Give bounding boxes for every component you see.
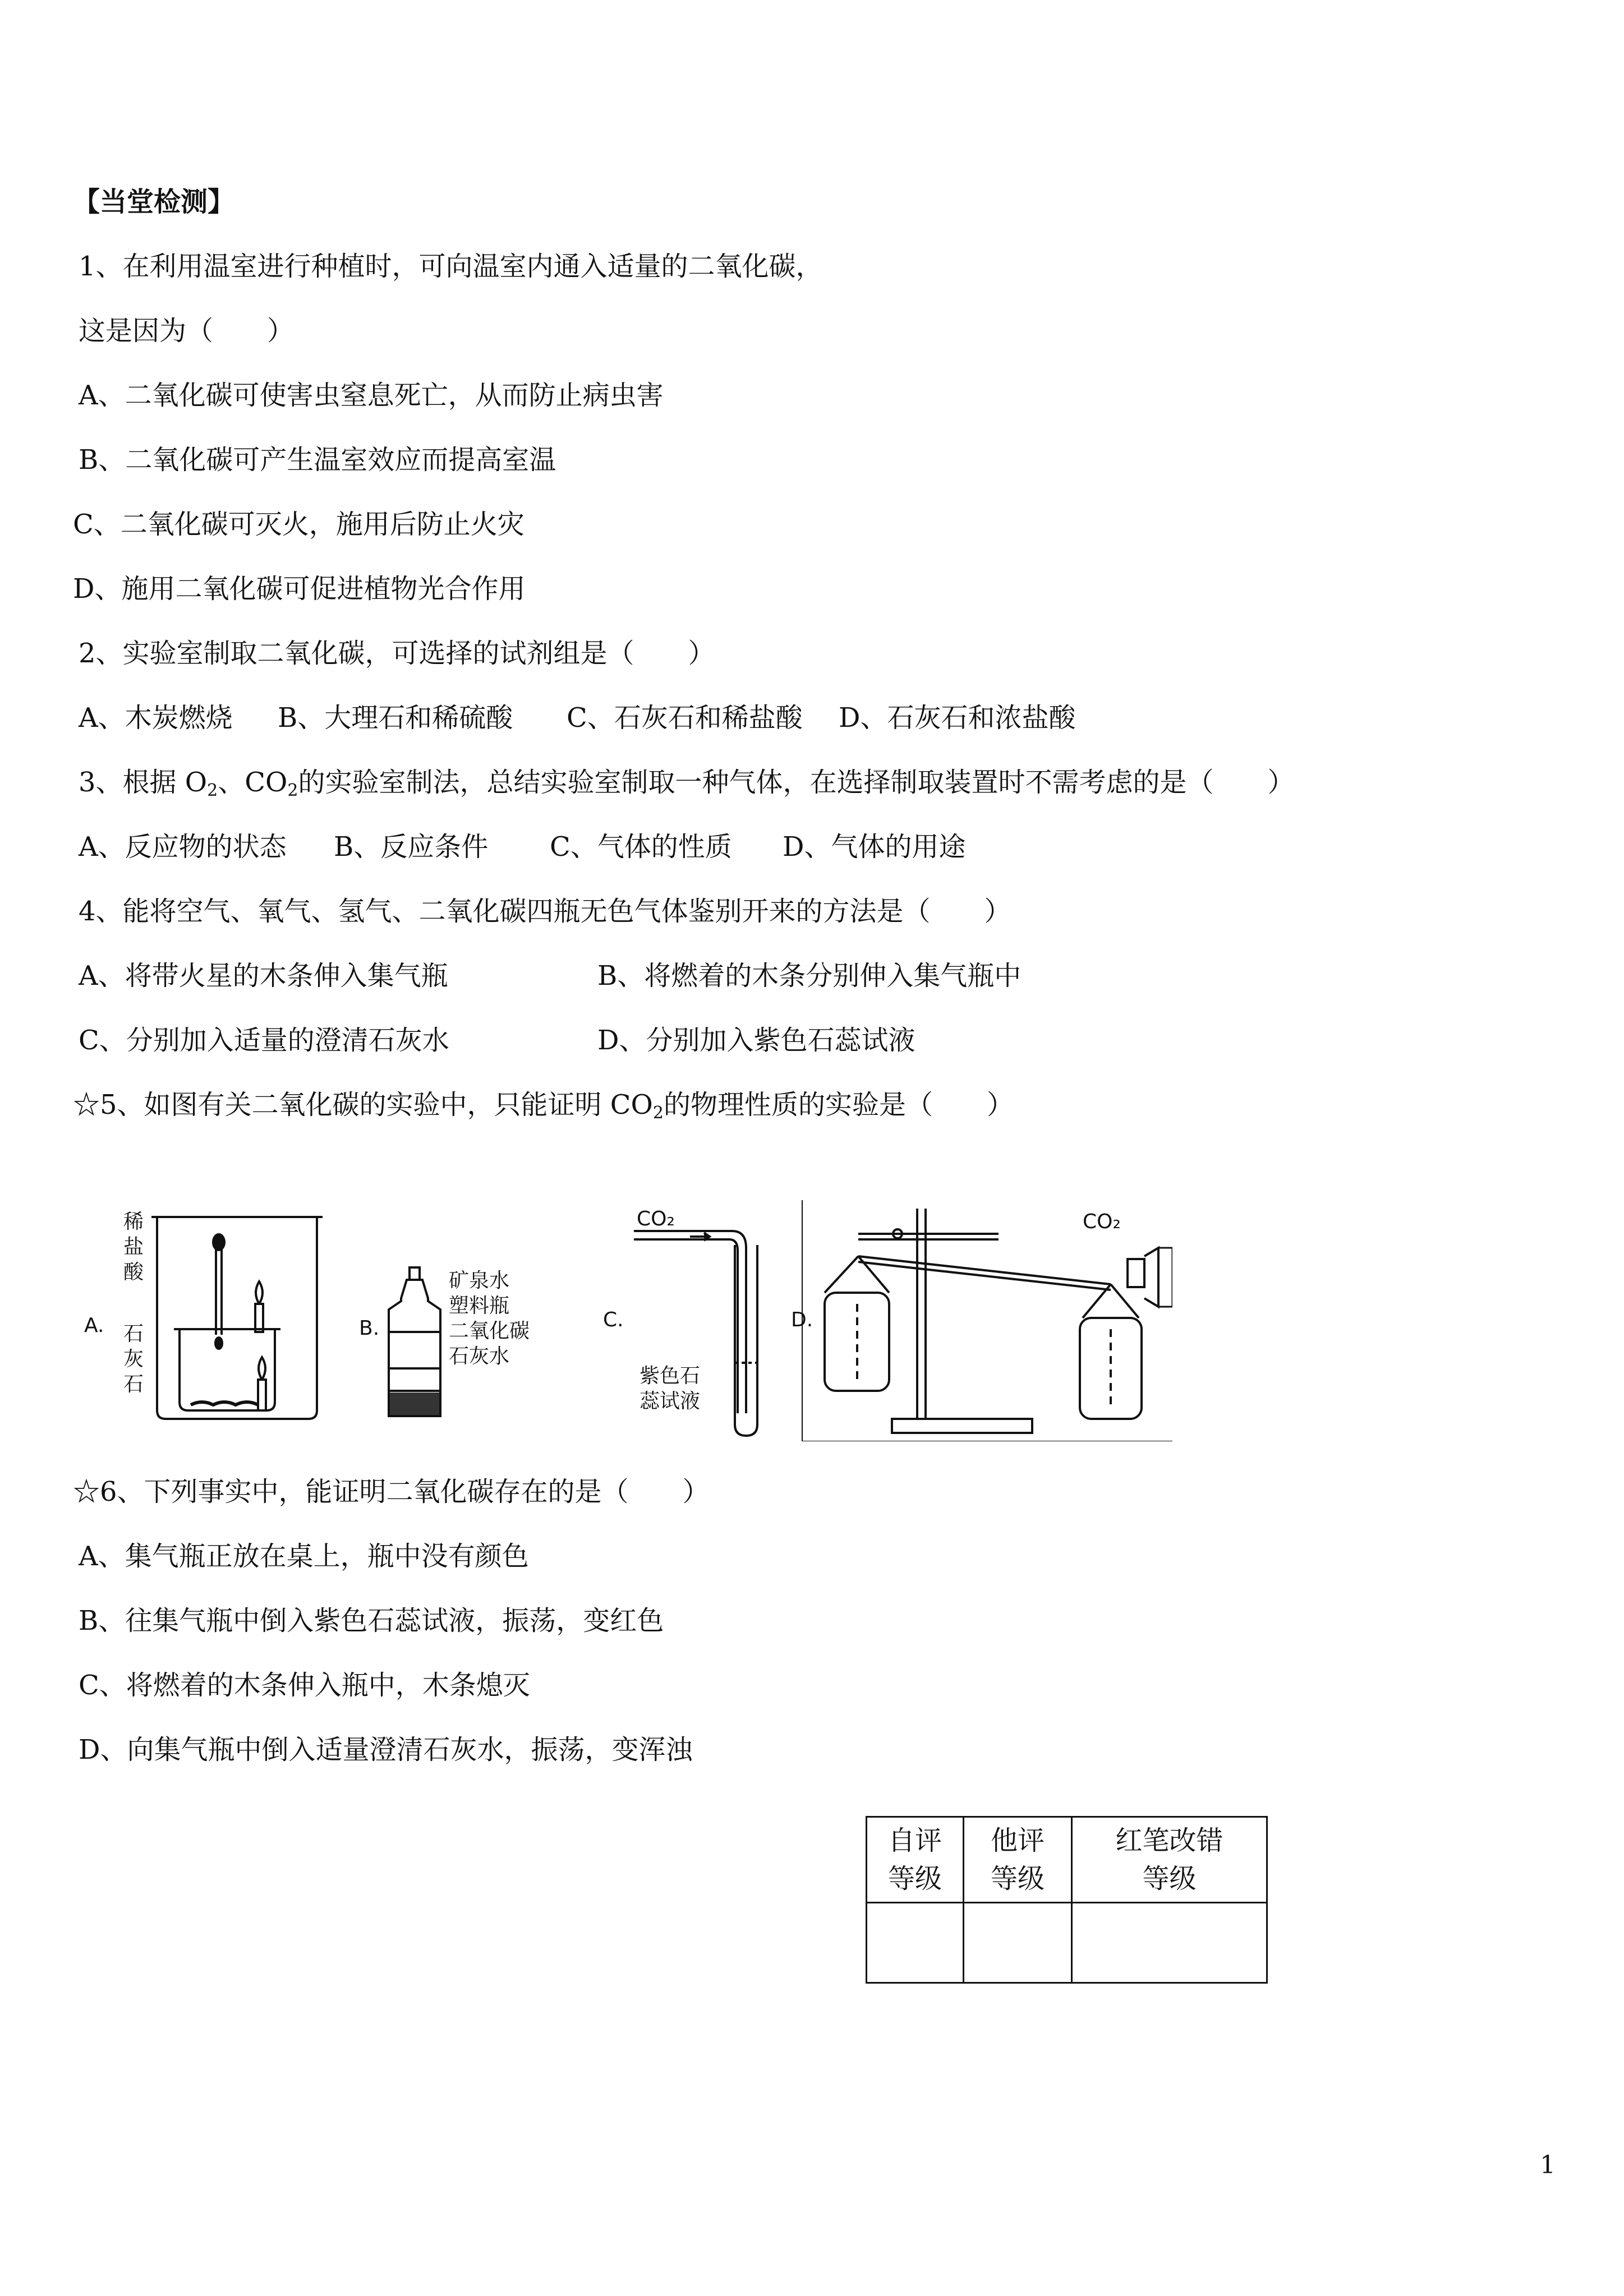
label-b-text-2: 塑料瓶 bbox=[449, 1294, 510, 1317]
q6-option-c: C、将燃着的木条伸入瓶中，木条熄灭 bbox=[79, 1670, 530, 1701]
q5-experiment-figure bbox=[73, 1195, 1172, 1441]
q4-option-c: C、分别加入适量的澄清石灰水 bbox=[79, 1025, 449, 1056]
header-self-grade: 自评 等级 bbox=[867, 1817, 964, 1903]
q2-option-c: C、石灰石和稀盐酸 bbox=[567, 702, 803, 734]
q1-stem: 1、在利用温室进行种植时，可向温室内通入适量的二氧化碳， bbox=[79, 251, 823, 282]
label-c-gas: CO₂ bbox=[637, 1207, 675, 1230]
label-c: C. bbox=[603, 1308, 624, 1331]
label-a-text-2: 盐 bbox=[123, 1235, 144, 1258]
label-b-text-3: 二氧化碳 bbox=[449, 1320, 530, 1343]
figure-labels bbox=[84, 1207, 1121, 1413]
table-header-row bbox=[867, 1817, 1267, 1903]
label-a-text-1: 稀 bbox=[123, 1210, 144, 1233]
q3-stem: 3、根据 $O_2$、$CO_2$的实验室制法，总结实验室制取一种气体，在选择制取装置时不需考虑的是（ ） bbox=[79, 767, 1295, 800]
cell-correction-grade[interactable] bbox=[1072, 1903, 1267, 1983]
q4-option-b: B、将燃着的木条分别伸入集气瓶中 bbox=[597, 960, 1022, 992]
label-b-text-1: 矿泉水 bbox=[449, 1269, 510, 1292]
experiment-d bbox=[802, 1200, 1172, 1441]
q1-stem-cont: 这是因为（ ） bbox=[79, 315, 295, 347]
q3-option-d: D、气体的用途 bbox=[783, 831, 966, 863]
label-c-text-1: 紫色石 bbox=[640, 1364, 701, 1387]
table-row bbox=[867, 1903, 1267, 1983]
label-d: D. bbox=[791, 1308, 813, 1331]
label-a-text-5: 灰 bbox=[123, 1348, 144, 1371]
q6-option-a: A、集气瓶正放在桌上，瓶中没有颜色 bbox=[79, 1541, 529, 1572]
q4-option-d: D、分别加入紫色石蕊试液 bbox=[597, 1025, 915, 1056]
experiment-b bbox=[389, 1267, 440, 1416]
header-peer-grade: 他评 等级 bbox=[964, 1817, 1072, 1903]
q1-option-d: D、施用二氧化碳可促进植物光合作用 bbox=[73, 573, 526, 605]
q5-stem: ☆5、如图有关二氧化碳的实验中，只能证明 $CO_2$的物理性质的实验是（ ） bbox=[73, 1089, 1014, 1123]
label-b-text-4: 石灰水 bbox=[449, 1345, 510, 1368]
q6-stem: ☆6、下列事实中，能证明二氧化碳存在的是（ ） bbox=[73, 1476, 710, 1507]
q2-option-d: D、石灰石和浓盐酸 bbox=[839, 702, 1076, 734]
q3-option-b: B、反应条件 bbox=[334, 831, 489, 863]
q6-option-b: B、往集气瓶中倒入紫色石蕊试液，振荡，变红色 bbox=[79, 1605, 664, 1636]
q1-option-b: B、二氧化碳可产生温室效应而提高室温 bbox=[79, 444, 556, 476]
cell-peer-grade[interactable] bbox=[964, 1903, 1072, 1983]
q4-stem: 4、能将空气、氧气、氢气、二氧化碳四瓶无色气体鉴别开来的方法是（ ） bbox=[79, 896, 1011, 927]
cell-self-grade[interactable] bbox=[867, 1903, 964, 1983]
q3-option-a: A、反应物的状态 bbox=[79, 831, 287, 863]
q1-option-a: A、二氧化碳可使害虫窒息死亡，从而防止病虫害 bbox=[79, 380, 664, 411]
page-number: 1 bbox=[1540, 2151, 1556, 2179]
label-a-text-3: 酸 bbox=[123, 1261, 144, 1284]
evaluation-table bbox=[866, 1816, 1268, 1984]
q2-stem: 2、实验室制取二氧化碳，可选择的试剂组是（ ） bbox=[79, 638, 715, 669]
label-a: A. bbox=[84, 1314, 104, 1337]
section-title: 【当堂检测】 bbox=[73, 186, 235, 218]
label-b: B. bbox=[359, 1317, 380, 1340]
q2-option-b: B、大理石和稀硫酸 bbox=[278, 702, 513, 734]
q3-option-c: C、气体的性质 bbox=[550, 831, 732, 863]
q4-option-a: A、将带火星的木条伸入集气瓶 bbox=[79, 960, 448, 992]
q1-option-c: C、二氧化碳可灭火，施用后防止火灾 bbox=[73, 509, 525, 540]
label-a-text-6: 石 bbox=[123, 1373, 144, 1396]
label-a-text-4: 石 bbox=[123, 1322, 144, 1345]
label-d-gas: CO₂ bbox=[1083, 1210, 1121, 1233]
header-correction-grade: 红笔改错 等级 bbox=[1072, 1817, 1267, 1903]
experiment-a bbox=[151, 1217, 323, 1419]
label-c-text-2: 蕊试液 bbox=[640, 1390, 701, 1413]
q2-option-a: A、木炭燃烧 bbox=[79, 702, 233, 734]
q6-option-d: D、向集气瓶中倒入适量澄清石灰水，振荡，变浑浊 bbox=[79, 1734, 693, 1765]
